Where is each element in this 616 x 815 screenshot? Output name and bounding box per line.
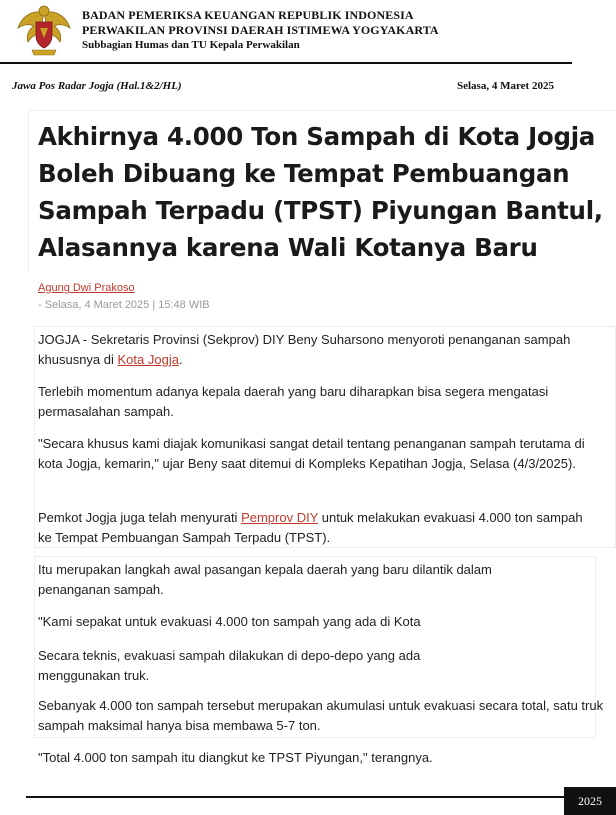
paragraph-1-end: . [178,352,183,367]
article-headline: Akhirnya 4.000 Ton Sampah di Kota Jogja Boleh Dibuang ke Tempat Pembuangan Sampah Terpadu (TPST) Piyungan Bantul, Alasannya karena Wali Kotanya Baru [38,122,603,262]
org-line-1: BADAN PEMERIKSA KEUANGAN REPUBLIK INDONESIA [82,8,414,22]
paragraph-4 [38,508,598,548]
paragraph-4-end: untuk melakukan evakuasi 4.000 ton sampah ke Tempat Pembuangan Sampah Terpadu (TPST). [38,510,583,545]
paragraph-7-line-2: menggunakan truk. [38,668,150,683]
paragraph-9: "Total 4.000 ton sampah itu diangkut ke TPST Piyungan," terangnya. [38,750,433,765]
pemprov-diy-link[interactable]: Pemprov DIY [241,510,319,525]
paragraph-6: "Kami sepakat untuk evakuasi 4.000 ton sampah yang ada di Kota [38,614,421,629]
footer-divider [26,796,564,798]
bpk-emblem-icon [14,2,74,58]
letterhead-divider [0,62,572,64]
organization-name [82,8,439,53]
paragraph-2: Terlebih momentum adanya kepala daerah yang baru diharapkan bisa segera mengatasi permasalahan sampah. [38,384,549,419]
clipping-source: Jawa Pos Radar Jogja (Hal.1&2/HL) [12,80,182,92]
footer-year: 2025 [564,787,616,815]
letterhead [0,0,616,64]
paragraph-5-line-1: Itu merupakan langkah awal pasangan kepala daerah yang baru dilantik dalam [38,562,492,577]
author-link[interactable]: Agung Dwi Prakoso [38,282,135,294]
kota-jogja-link[interactable]: Kota Jogja [117,352,179,367]
paragraph-4-text: Pemkot Jogja juga telah menyurati [38,510,242,525]
paragraph-1-text: JOGJA - Sekretaris Provinsi (Sekprov) DIY Beny Suharsono menyoroti penanganan sampah khususnya di [38,332,571,367]
clipping-date: Selasa, 4 Maret 2025 [457,80,554,92]
article-meta: - Selasa, 4 Maret 2025 | 15:48 WIB [38,299,210,311]
paragraph-1 [38,330,598,370]
org-line-2: PERWAKILAN PROVINSI DAERAH ISTIMEWA YOGYAKARTA [82,23,439,37]
paragraph-3: "Secara khusus kami diajak komunikasi sangat detail tentang penanganan sampah terutama di kota Jogja, kemarin," ujar Beny saat ditemui di Kompleks Kepatihan Jogja, Selasa (4/3/2025). [38,436,585,471]
paragraph-8: Sebanyak 4.000 ton sampah tersebut merupakan akumulasi untuk evakuasi secara total, satu truk sampah maksimal hanya bisa membawa 5-7 ton. [38,698,604,733]
org-line-3: Subbagian Humas dan TU Kepala Perwakilan [82,39,300,51]
paragraph-7-line-1: Secara teknis, evakuasi sampah dilakukan di depo-depo yang ada [38,648,421,663]
paragraph-5-line-2: penanganan sampah. [38,582,164,597]
